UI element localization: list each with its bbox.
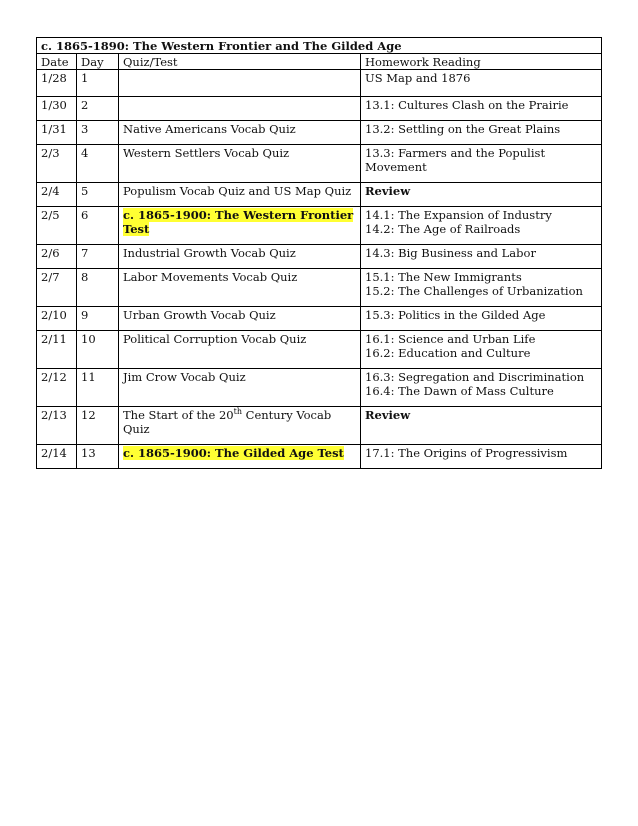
reading-line: 15.3: Politics in the Gilded Age (365, 308, 546, 322)
table-row (37, 145, 602, 183)
day-cell: 1 (77, 70, 119, 97)
header-reading: Homework Reading (361, 54, 602, 70)
reading-line: 13.2: Settling on the Great Plains (365, 122, 561, 136)
quiz-cell: Labor Movements Vocab Quiz (119, 269, 361, 307)
table-row (37, 183, 602, 207)
table-row (37, 269, 602, 307)
highlighted-test: Test (123, 222, 150, 236)
table-row (37, 97, 602, 121)
reading-cell (361, 407, 602, 445)
reading-line: 14.1: The Expansion of Industry (365, 208, 552, 222)
quiz-cell (119, 207, 361, 245)
header-row (37, 54, 602, 70)
reading-line: 17.1: The Origins of Progressivism (365, 446, 568, 460)
highlighted-test: c. 1865-1900: The Gilded Age Test (123, 446, 344, 460)
reading-line: US Map and 1876 (365, 71, 471, 85)
day-cell: 7 (77, 245, 119, 269)
table-row (37, 121, 602, 145)
schedule-sheet (36, 37, 602, 469)
table-row (37, 331, 602, 369)
reading-line: 16.1: Science and Urban Life (365, 332, 536, 346)
reading-cell (361, 121, 602, 145)
table-row (37, 307, 602, 331)
date-cell: 2/12 (37, 369, 77, 407)
quiz-cell: Industrial Growth Vocab Quiz (119, 245, 361, 269)
table-row (37, 369, 602, 407)
date-cell: 2/11 (37, 331, 77, 369)
quiz-cell: Western Settlers Vocab Quiz (119, 145, 361, 183)
reading-cell (361, 331, 602, 369)
reading-cell (361, 369, 602, 407)
schedule-table (36, 37, 602, 469)
quiz-cell: Political Corruption Vocab Quiz (119, 331, 361, 369)
header-date: Date (37, 54, 77, 70)
reading-line: 15.1: The New Immigrants (365, 270, 522, 284)
highlighted-test: c. 1865-1900: The Western Frontier (123, 208, 354, 222)
day-cell: 6 (77, 207, 119, 245)
quiz-cell: Native Americans Vocab Quiz (119, 121, 361, 145)
reading-cell (361, 183, 602, 207)
reading-line: 13.3: Farmers and the Populist (365, 146, 546, 160)
date-cell: 2/6 (37, 245, 77, 269)
table-row (37, 70, 602, 97)
quiz-cell: Jim Crow Vocab Quiz (119, 369, 361, 407)
review-label: Review (365, 184, 411, 198)
day-cell: 3 (77, 121, 119, 145)
quiz-cell: Urban Growth Vocab Quiz (119, 307, 361, 331)
quiz-cell: Populism Vocab Quiz and US Map Quiz (119, 183, 361, 207)
day-cell: 4 (77, 145, 119, 183)
quiz-text: The Start of the 20 (123, 408, 234, 422)
date-cell: 1/28 (37, 70, 77, 97)
reading-cell (361, 245, 602, 269)
table-row (37, 445, 602, 469)
date-cell: 2/14 (37, 445, 77, 469)
date-cell: 2/3 (37, 145, 77, 183)
date-cell: 2/5 (37, 207, 77, 245)
review-label: Review (365, 408, 411, 422)
quiz-cell (119, 70, 361, 97)
table-row (37, 207, 602, 245)
reading-cell (361, 307, 602, 331)
quiz-text: Century Vocab Quiz (123, 408, 332, 436)
date-cell: 1/30 (37, 97, 77, 121)
day-cell: 2 (77, 97, 119, 121)
reading-cell (361, 269, 602, 307)
day-cell: 13 (77, 445, 119, 469)
reading-cell (361, 97, 602, 121)
reading-cell (361, 207, 602, 245)
table-row (37, 245, 602, 269)
reading-line: 14.3: Big Business and Labor (365, 246, 536, 260)
day-cell: 8 (77, 269, 119, 307)
quiz-cell (119, 407, 361, 445)
date-cell: 2/7 (37, 269, 77, 307)
reading-line: 16.4: The Dawn of Mass Culture (365, 384, 554, 398)
ordinal-suffix: th (233, 407, 243, 417)
date-cell: 2/4 (37, 183, 77, 207)
reading-line: 16.2: Education and Culture (365, 346, 531, 360)
table-row (37, 407, 602, 445)
day-cell: 10 (77, 331, 119, 369)
reading-line: 15.2: The Challenges of Urbanization (365, 284, 583, 298)
date-cell: 1/31 (37, 121, 77, 145)
reading-cell (361, 70, 602, 97)
reading-cell (361, 445, 602, 469)
reading-line: 14.2: The Age of Railroads (365, 222, 521, 236)
header-quiz: Quiz/Test (119, 54, 361, 70)
date-cell: 2/13 (37, 407, 77, 445)
reading-line: 16.3: Segregation and Discrimination (365, 370, 585, 384)
day-cell: 11 (77, 369, 119, 407)
day-cell: 12 (77, 407, 119, 445)
reading-line: Movement (365, 160, 427, 174)
date-cell: 2/10 (37, 307, 77, 331)
reading-cell (361, 145, 602, 183)
table-title: c. 1865-1890: The Western Frontier and The Gilded Age (37, 38, 602, 54)
day-cell: 5 (77, 183, 119, 207)
quiz-cell (119, 97, 361, 121)
quiz-cell (119, 445, 361, 469)
title-row (37, 38, 602, 54)
reading-line: 13.1: Cultures Clash on the Prairie (365, 98, 569, 112)
day-cell: 9 (77, 307, 119, 331)
header-day: Day (77, 54, 119, 70)
